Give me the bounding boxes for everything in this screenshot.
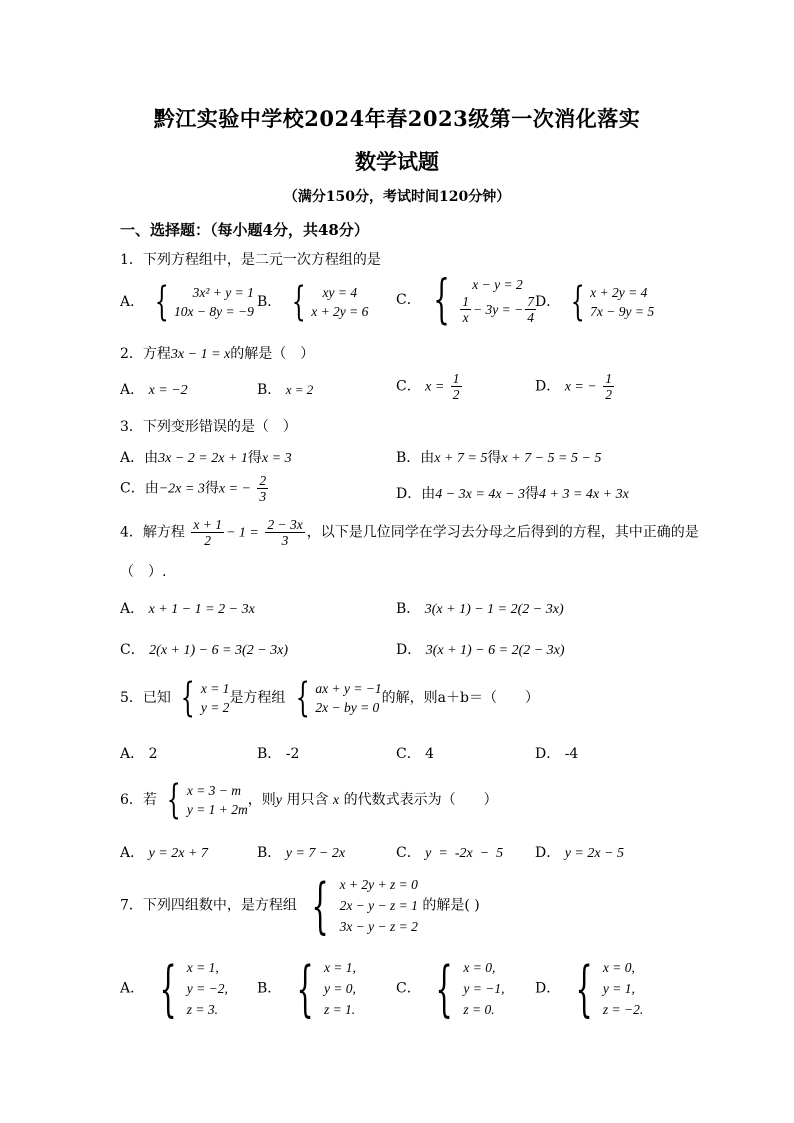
q3-option-c: C．由−2x = 3得x = − $\frac{2}{3}$ [120, 473, 267, 504]
question-4-stem-tail: （ ）. [120, 564, 167, 580]
q1-option-d: D． { x + 2y = 4 7x − 9y = 5 [535, 279, 655, 325]
brace-icon: { [575, 953, 593, 1024]
brace-icon: { [311, 870, 330, 941]
q1-option-c: C． { x − y = 2 $\frac{1}{x}$ − 3y = − $\frac{7}{4}$ [396, 270, 534, 330]
question-2-stem: 2．方程3x − 1 = x的解是（ ） [120, 346, 315, 362]
question-1-stem: 1．下列方程组中，是二元一次方程组的是 [120, 252, 381, 268]
question-6-stem: 6．若 { x = 3 − m y = 1 + 2m ，则y 用只含 x 的代数式表示为（ ） [120, 777, 498, 823]
q5-option-d: D． -4 [535, 746, 579, 762]
brace-icon: { [433, 270, 450, 330]
brace-icon: { [181, 675, 196, 721]
q7-option-c: C． { x = 0, y = −1, z = 0. [396, 953, 505, 1024]
q4-option-d: D． 3(x + 1) − 6 = 2(2 − 3x) [396, 642, 565, 658]
q3-option-a: A．由3x − 2 = 2x + 1得x = 3 [120, 450, 292, 466]
q4-option-c: C． 2(x + 1) − 6 = 3(2 − 3x) [120, 642, 289, 658]
brace-icon: { [296, 953, 314, 1024]
q7-option-d: D． { x = 0, y = 1, z = −2. [535, 953, 644, 1024]
q2-option-a: A． x = −2 [120, 382, 188, 398]
question-4-stem: 4．解方程 $\frac{x + 1}{2}$ − 1 = $\frac{2 - 3x}{3}$ ，以下是几位同学在学习去分母之后得到的方程，其中正确的是 [120, 517, 699, 548]
q2-option-d: D． x = − $\frac{1}{2}$ [535, 371, 612, 402]
q6-option-c: C． y = -2x − 5 [396, 845, 504, 861]
q1-option-b: B． { xy = 4 x + 2y = 6 [257, 279, 369, 325]
question-3-stem: 3．下列变形错误的是（ ） [120, 419, 297, 435]
q2-option-b: B． x = 2 [257, 382, 314, 398]
exam-subtitle: 数学试题 [355, 149, 439, 174]
q6-option-a: A． y = 2x + 7 [120, 845, 208, 861]
q3-option-b: B．由x + 7 = 5得x + 7 − 5 = 5 − 5 [396, 450, 602, 466]
brace-icon: { [295, 675, 310, 721]
question-7-stem: 7．下列四组数中，是方程组 { x + 2y + z = 0 2x − y − z = 1 3x − y − z = 2 的解是( ) [120, 870, 480, 941]
brace-icon: { [570, 279, 585, 325]
brace-icon: { [159, 953, 177, 1024]
section-heading: 一、选择题：（每小题4分，共48分） [120, 221, 369, 239]
q1-option-a: A． { 3x² + y = 1 10x − 8y = −9 [120, 279, 254, 325]
q7-option-b: B． { x = 1, y = 0, z = 1. [257, 953, 356, 1024]
q7-option-a: A． { x = 1, y = −2, z = 3. [120, 953, 228, 1024]
q6-option-b: B． y = 7 − 2x [257, 845, 346, 861]
q6-option-d: D． y = 2x − 5 [535, 845, 625, 861]
q2-option-c: C． x = $\frac{1}{2}$ [396, 371, 460, 402]
exam-title: 黔江实验中学校2024年春2023级第一次消化落实 [153, 106, 641, 131]
q3-option-d: D．由4 − 3x = 4x − 3得4 + 3 = 4x + 3x [396, 486, 629, 502]
brace-icon: { [291, 279, 306, 325]
q5-option-a: A． 2 [120, 746, 158, 762]
brace-icon: { [167, 777, 182, 823]
exam-note: （满分150分，考试时间120分钟） [283, 189, 511, 205]
q4-option-a: A． x + 1 − 1 = 2 − 3x [120, 601, 255, 617]
q5-option-c: C． 4 [396, 746, 435, 762]
brace-icon: { [154, 279, 169, 325]
question-5-stem: 5．已知 { x = 1 y = 2 是方程组 { ax + y = −1 2x − by = 0 的解，则a＋b＝（ ） [120, 675, 539, 721]
q5-option-b: B． -2 [257, 746, 300, 762]
q4-option-b: B． 3(x + 1) − 1 = 2(2 − 3x) [396, 601, 564, 617]
brace-icon: { [435, 953, 453, 1024]
